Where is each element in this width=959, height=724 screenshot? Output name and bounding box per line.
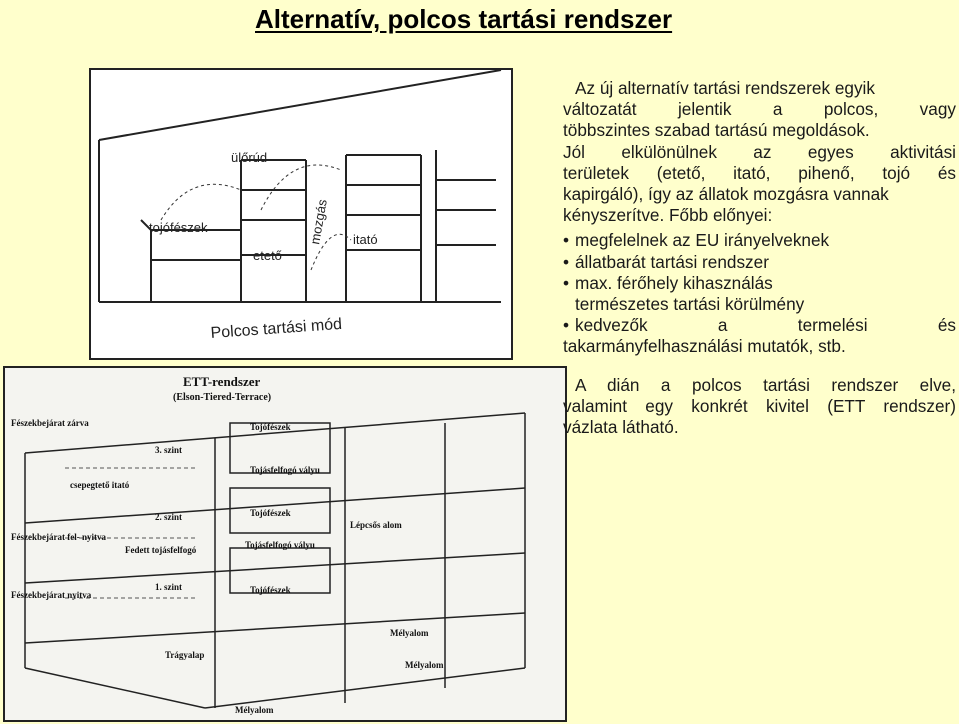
body-text: [563, 78, 956, 438]
paragraph-line: Jól elkülönülnek az egyes aktivitási: [563, 141, 956, 162]
shelf-system-sketch: [89, 68, 513, 360]
paragraph-line: Az új alternatív tartási rendszerek egyik: [575, 78, 875, 98]
label-ulorud: ülőrúd: [231, 150, 268, 165]
list-item: • állatbarát tartási rendszer: [563, 251, 769, 272]
label-szint-2: 2. szint: [155, 512, 182, 522]
bullet-icon: •: [563, 251, 570, 272]
ett-system-sketch: [3, 366, 567, 722]
slide-title: Alternatív, polcos tartási rendszer: [255, 4, 673, 34]
list-item: • megfelelnek az EU irányelveknek: [563, 230, 830, 251]
paragraph-line: vázlata látható.: [563, 417, 679, 438]
list-item: • max. férőhely kihasználás: [563, 272, 773, 293]
label-feszekbejarat-zarva: Fészekbejárat zárva: [11, 418, 89, 428]
label-itato: itató: [353, 232, 378, 247]
bullet-icon: •: [563, 272, 570, 293]
ett-subtitle: (Elson-Tiered-Terrace): [173, 392, 272, 403]
paragraph-line: változatát jelentik a polcos, vagy: [563, 99, 956, 120]
paragraph-line: A dián a polcos tartási rendszer elve,: [575, 374, 956, 395]
label-tojofeszek: tojófészek: [149, 220, 208, 235]
label-tojofeszek-1: Tojófészek: [250, 422, 291, 432]
label-lepcsos: Lépcsős alom: [350, 520, 402, 530]
list-item: • kedvezők a termelési és: [563, 315, 956, 336]
label-szint-1: 1. szint: [155, 582, 182, 592]
label-feszekbejarat-nyitva: Fészekbejárat fel- nyitva: [11, 532, 106, 542]
label-melyalom-1: Mélyalom: [390, 628, 429, 638]
label-mozgas: mozgás: [307, 198, 330, 246]
label-eteto: etető: [253, 248, 282, 263]
list-item: természetes tartási körülmény: [575, 294, 805, 315]
bullet-icon: •: [563, 230, 570, 251]
label-fedett: Fedett tojásfelfogó: [125, 545, 197, 555]
label-tojasfelfogo-2: Tojásfelfogó vályu: [245, 540, 315, 550]
figure-caption: Polcos tartási mód: [210, 315, 343, 342]
paragraph-line: többszintes szabad tartású megoldások.: [563, 120, 870, 141]
label-melyalom-3: Mélyalom: [235, 705, 274, 715]
label-tojofeszek-3: Tojófészek: [250, 585, 291, 595]
paragraph-line: területek (etető, itató, pihenő, tojó és: [563, 162, 956, 183]
ett-title: ETT-rendszer: [183, 374, 261, 389]
paragraph-line: kapirgáló), így az állatok mozgásra vannak: [563, 184, 889, 205]
label-tojasfelfogo: Tojásfelfogó vályu: [250, 465, 320, 475]
label-melyalom-2: Mélyalom: [405, 660, 444, 670]
advantages-list: [563, 230, 956, 357]
list-item-cont: takarmányfelhasználási mutatók, stb.: [563, 336, 846, 357]
label-szint-3: 3. szint: [155, 445, 182, 455]
label-feszekbejarat-nyitva-2: Fészekbejárat nyitva: [11, 590, 92, 600]
paragraph-line: kényszerítve. Főbb előnyei:: [563, 205, 773, 226]
paragraph-line: valamint egy konkrét kivitel (ETT rendszer): [563, 395, 956, 416]
label-csepegteto: csepegtető itató: [70, 480, 130, 490]
bullet-icon: •: [563, 315, 570, 336]
label-tojofeszek-2: Tojófészek: [250, 508, 291, 518]
label-tragyalap: Trágyalap: [165, 650, 205, 660]
